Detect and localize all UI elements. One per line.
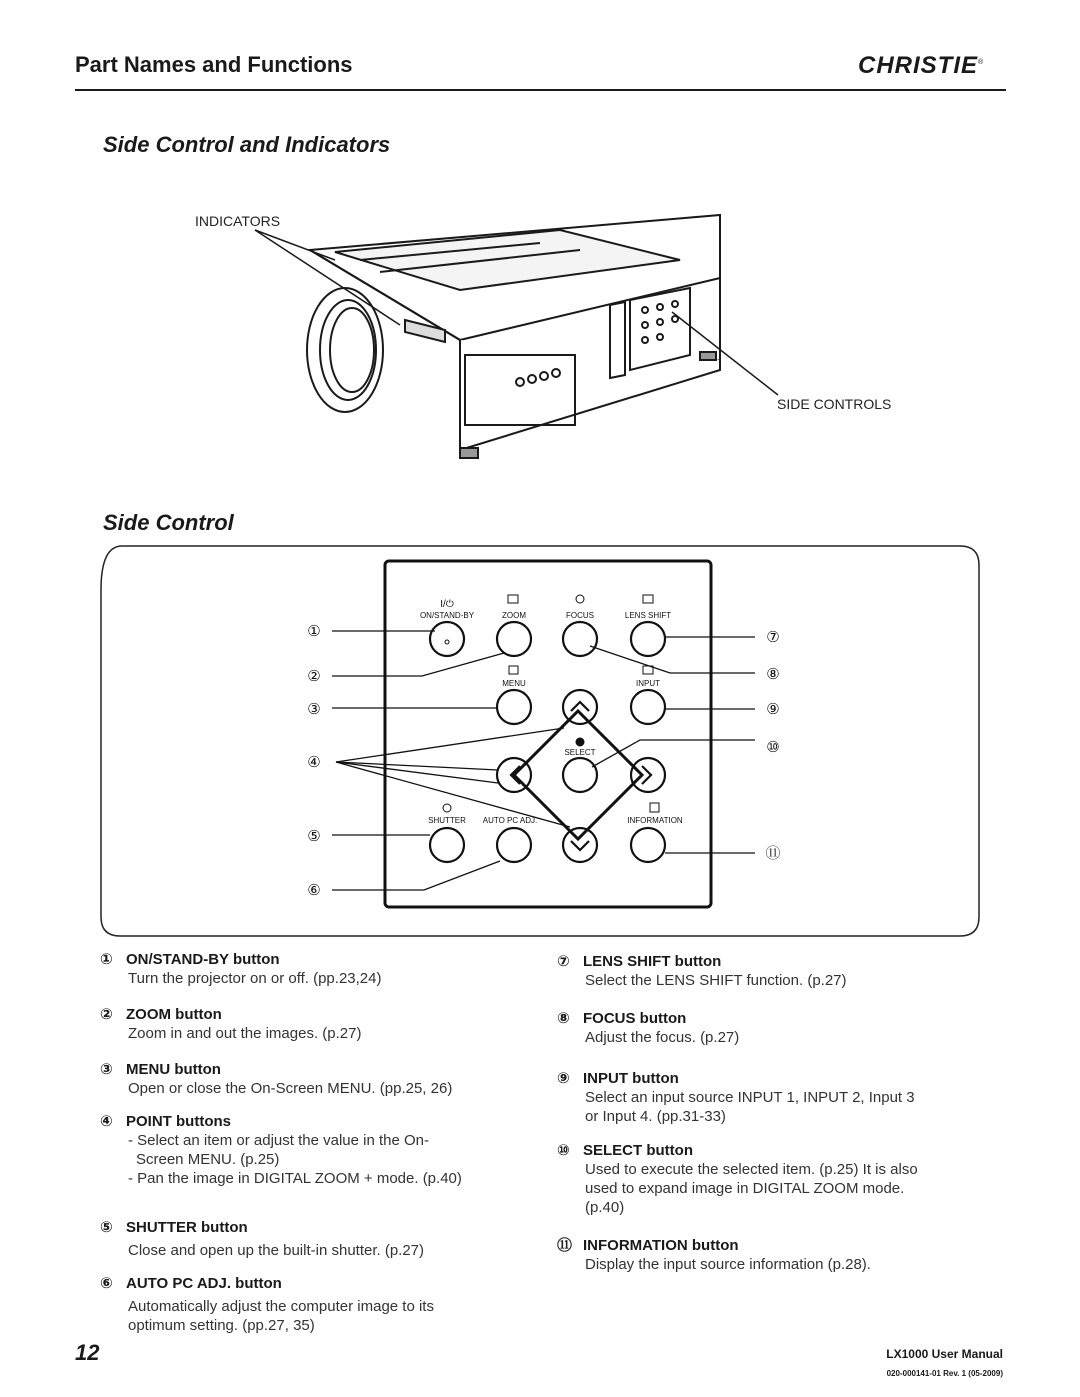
manual-name: LX1000 User Manual — [886, 1347, 1003, 1361]
side-controls-label: SIDE CONTROLS — [777, 396, 892, 412]
indicators-label: INDICATORS — [195, 213, 281, 229]
christie-logo: CHRISTIE® — [858, 52, 985, 79]
page-header-title: Part Names and Functions — [75, 52, 353, 77]
svg-text:I/⏻: I/⏻ — [440, 599, 454, 610]
callout-3: ③ — [307, 701, 321, 718]
label-auto-pc-adj: AUTO PC ADJ. — [482, 816, 538, 825]
label-zoom: ZOOM — [502, 611, 526, 620]
label-shutter: SHUTTER — [428, 816, 466, 825]
document-revision: 020-000141-01 Rev. 1 (05-2009) — [886, 1369, 1003, 1378]
desc-zoom: ② ZOOM button Zoom in and out the images. (p.27) — [100, 1006, 362, 1042]
desc-input: ⑨ INPUT button Select an input source INPUT 1, INPUT 2, Input 3 or Input 4. (pp.31-33) — [557, 1070, 915, 1125]
label-information: INFORMATION — [627, 816, 683, 825]
label-lens-shift: LENS SHIFT — [624, 611, 672, 620]
callout-7: ⑦ — [766, 629, 780, 646]
side-control-panel-diagram — [100, 545, 980, 937]
desc-menu: ③ MENU button Open or close the On-Screen MENU. (pp.25, 26) — [100, 1061, 453, 1097]
label-select: SELECT — [564, 748, 596, 757]
callout-8: ⑧ — [766, 666, 780, 683]
callout-2: ② — [307, 668, 321, 685]
callout-6: ⑥ — [307, 882, 321, 899]
desc-select: ⑩ SELECT button Used to execute the selected item. (p.25) It is also used to expand image in DIGITAL ZOOM mode. (p.40) — [557, 1142, 918, 1216]
label-focus: FOCUS — [566, 611, 594, 620]
desc-focus: ⑧ FOCUS button Adjust the focus. (p.27) — [557, 1010, 740, 1046]
desc-information: ⑪ INFORMATION button Display the input source information (p.28). — [557, 1237, 871, 1273]
label-menu: MENU — [502, 679, 526, 688]
desc-on-standby: ① ON/STAND-BY button Turn the projector on or off. (pp.23,24) — [100, 951, 382, 987]
callout-9: ⑨ — [766, 701, 780, 718]
descriptions-right — [557, 952, 997, 1274]
label-on-standby: ON/STAND-BY — [419, 611, 475, 620]
descriptions-left — [100, 950, 540, 1335]
callout-1: ① — [307, 623, 321, 640]
callout-10: ⑩ — [766, 739, 780, 756]
desc-point: ④ POINT buttons - Select an item or adjust the value in the On- Screen MENU. (p.25) - Pan the image in DIGITAL ZOOM + mode. (p.40) — [100, 1113, 462, 1187]
page-number: 12 — [75, 1340, 100, 1365]
callout-11: ⑪ — [765, 845, 781, 862]
section-title-side-control-indicators: Side Control and Indicators — [103, 132, 391, 157]
section-title-side-control: Side Control — [103, 510, 234, 535]
label-input: INPUT — [636, 679, 660, 688]
callout-4: ④ — [307, 754, 321, 771]
header-rule — [75, 89, 1006, 91]
desc-auto-pc-adj: ⑥ AUTO PC ADJ. button Automatically adjust the computer image to its optimum setting. (pp.27, 35) — [100, 1275, 434, 1334]
desc-shutter: ⑤ SHUTTER button Close and open up the built-in shutter. (p.27) — [100, 1219, 425, 1259]
desc-lens-shift: ⑦ LENS SHIFT button Select the LENS SHIFT function. (p.27) — [557, 953, 847, 989]
callout-5: ⑤ — [307, 828, 321, 845]
